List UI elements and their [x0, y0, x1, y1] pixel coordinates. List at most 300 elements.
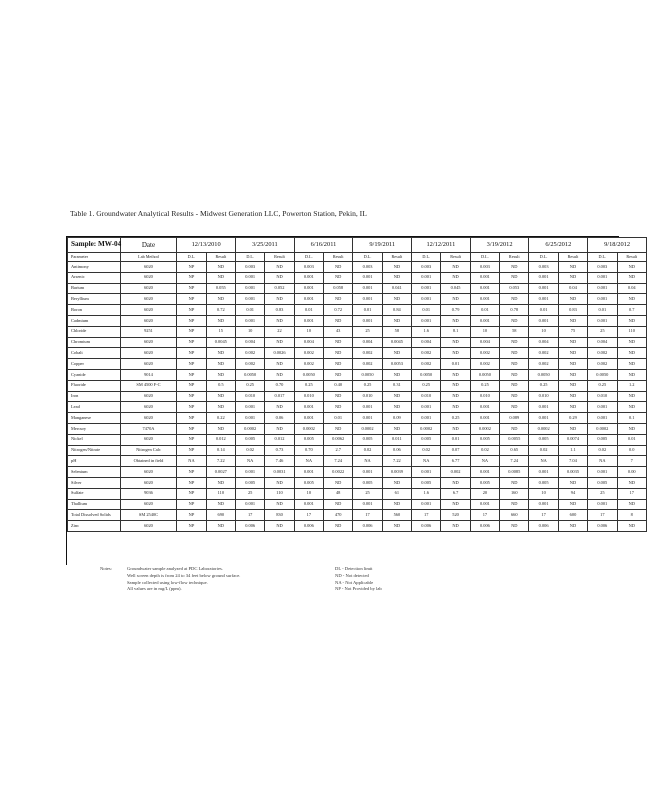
dl-cell: 0.010 [529, 391, 558, 402]
table-row [68, 391, 647, 402]
result-cell: ND [617, 477, 647, 488]
result-cell: 58 [500, 326, 529, 337]
result-cell: ND [500, 499, 529, 510]
result-cell: 7.22 [206, 456, 235, 467]
dl-cell: 0.001 [588, 467, 617, 478]
dl-cell: 0.01 [235, 305, 264, 316]
result-cell: 660 [500, 510, 529, 521]
result-cell: ND [265, 262, 294, 273]
result-cell: 160 [500, 488, 529, 499]
dl-cell: 0.001 [529, 283, 558, 294]
dl-cell: 0.001 [529, 272, 558, 283]
result-cell: 690 [206, 510, 235, 521]
parameter-cell: Lead [68, 402, 121, 413]
dl-cell: 0.003 [294, 262, 323, 273]
result-cell: 0.0074 [558, 434, 587, 445]
dl-cell: 0.002 [353, 348, 382, 359]
dl-cell: NP [177, 337, 206, 348]
dl-cell: 0.002 [235, 359, 264, 370]
result-cell: ND [382, 369, 411, 380]
dl-cell: 10 [294, 326, 323, 337]
dl-cell: NP [177, 326, 206, 337]
parameter-cell: Boron [68, 305, 121, 316]
table-row [68, 521, 647, 532]
result-cell: 0.0045 [206, 337, 235, 348]
result-header: Result [500, 253, 529, 262]
legend-item: DL - Detection limit [335, 566, 373, 571]
result-cell: 0.1 [617, 413, 647, 424]
dl-cell: 0.001 [294, 499, 323, 510]
parameter-cell: Total Dissolved Solids [68, 510, 121, 521]
result-cell: ND [206, 348, 235, 359]
result-cell: ND [500, 359, 529, 370]
result-cell: 2.7 [324, 445, 353, 456]
dl-cell: 0.005 [294, 434, 323, 445]
dl-cell: 0.001 [529, 467, 558, 478]
dl-cell: 0.001 [235, 402, 264, 413]
dl-cell: 0.25 [294, 380, 323, 391]
dl-cell: 0.001 [235, 272, 264, 283]
dl-cell: 0.001 [235, 499, 264, 510]
result-cell: ND [324, 521, 353, 532]
result-cell: 0.04 [558, 283, 587, 294]
dl-header: D.L. [588, 253, 617, 262]
dl-cell: 0.001 [353, 294, 382, 305]
method-cell: 6020 [120, 402, 177, 413]
parameter-cell: Fluoride [68, 380, 121, 391]
dl-cell: 1.6 [412, 488, 441, 499]
dl-cell: NP [177, 348, 206, 359]
dl-cell: 17 [235, 510, 264, 521]
result-cell: ND [265, 423, 294, 434]
result-cell: ND [441, 521, 470, 532]
result-cell: ND [500, 315, 529, 326]
dl-cell: 17 [412, 510, 441, 521]
result-cell: ND [617, 262, 647, 273]
date-header: 12/13/2010 [177, 238, 236, 253]
dl-cell: NP [177, 477, 206, 488]
dl-cell: 0.001 [353, 467, 382, 478]
dl-cell: NP [177, 283, 206, 294]
result-cell: 7.24 [500, 456, 529, 467]
result-cell: 0.5 [206, 380, 235, 391]
result-cell: 0.29 [558, 413, 587, 424]
dl-cell: 0.002 [529, 359, 558, 370]
dl-cell: 0.0050 [235, 369, 264, 380]
result-cell: ND [441, 272, 470, 283]
result-cell: 0.72 [206, 305, 235, 316]
method-cell: 6020 [120, 348, 177, 359]
result-cell: ND [617, 402, 647, 413]
result-cell: 6.7 [441, 488, 470, 499]
result-cell: ND [206, 359, 235, 370]
dl-cell: 0.002 [529, 348, 558, 359]
result-cell: 0.041 [382, 283, 411, 294]
result-cell: ND [382, 262, 411, 273]
dl-cell: 0.001 [412, 402, 441, 413]
result-cell: 0.01 [441, 434, 470, 445]
table-row [68, 402, 647, 413]
result-cell: 0.72 [324, 305, 353, 316]
sample-label: Sample: MW-04 [68, 238, 121, 253]
result-cell: ND [324, 402, 353, 413]
dl-cell: 0.010 [470, 391, 499, 402]
result-cell: ND [382, 402, 411, 413]
dl-cell: 0.001 [588, 315, 617, 326]
dl-cell: 0.002 [588, 348, 617, 359]
dl-cell: 0.003 [235, 262, 264, 273]
result-cell: ND [324, 272, 353, 283]
result-cell: ND [382, 423, 411, 434]
dl-cell: 0.0050 [529, 369, 558, 380]
dl-cell: NP [177, 467, 206, 478]
dl-cell: 0.001 [588, 413, 617, 424]
parameter-cell: Sulfate [68, 488, 121, 499]
dl-cell: 25 [588, 326, 617, 337]
result-cell: ND [441, 402, 470, 413]
results-table-container [66, 236, 638, 565]
result-cell: 0.04 [617, 283, 647, 294]
legend-item: NA - Not Applicable [335, 579, 374, 585]
dl-header: D.L. [353, 253, 382, 262]
result-cell: ND [500, 294, 529, 305]
result-cell: 0.09 [382, 413, 411, 424]
method-cell: 9036 [120, 488, 177, 499]
dl-cell: NP [177, 499, 206, 510]
parameter-cell: Antimony [68, 262, 121, 273]
result-cell: ND [558, 380, 587, 391]
dl-cell: 0.0002 [529, 423, 558, 434]
result-header: Result [206, 253, 235, 262]
dl-cell: 0.002 [470, 348, 499, 359]
result-cell: ND [265, 477, 294, 488]
dl-cell: 0.25 [588, 380, 617, 391]
result-cell: 0.01 [617, 434, 647, 445]
result-cell: ND [441, 477, 470, 488]
result-cell: ND [441, 391, 470, 402]
dl-cell: 0.005 [353, 477, 382, 488]
result-cell: ND [382, 391, 411, 402]
dl-cell: 0.001 [470, 283, 499, 294]
date-header: 3/25/2011 [235, 238, 294, 253]
result-cell: 0.25 [441, 413, 470, 424]
method-cell: 6020 [120, 413, 177, 424]
dl-cell: 0.001 [294, 283, 323, 294]
result-cell: ND [500, 348, 529, 359]
dl-cell: NP [177, 380, 206, 391]
dl-cell: 0.010 [294, 391, 323, 402]
parameter-cell: Chromium [68, 337, 121, 348]
result-header: Result [558, 253, 587, 262]
result-cell: ND [500, 262, 529, 273]
dl-cell: 0.005 [529, 477, 558, 488]
result-cell: ND [382, 477, 411, 488]
date-header: 9/18/2012 [588, 238, 647, 253]
dl-cell: 17 [294, 510, 323, 521]
result-cell: 0.0035 [558, 467, 587, 478]
dl-cell: 0.004 [529, 337, 558, 348]
result-cell: 0.83 [265, 305, 294, 316]
result-cell: 0.012 [206, 434, 235, 445]
dl-header: D.L. [529, 253, 558, 262]
dl-cell: NA [412, 456, 441, 467]
dl-cell: 17 [470, 510, 499, 521]
result-cell: 520 [441, 510, 470, 521]
dl-cell: 0.003 [588, 262, 617, 273]
dl-cell: 0.001 [353, 283, 382, 294]
result-cell: 7.24 [324, 456, 353, 467]
table-row [68, 262, 647, 273]
dl-cell: NA [588, 456, 617, 467]
parameter-cell: Mercury [68, 423, 121, 434]
result-cell: 7.46 [265, 456, 294, 467]
result-cell: ND [324, 315, 353, 326]
result-cell: ND [500, 477, 529, 488]
dl-cell: 0.001 [412, 294, 441, 305]
header-row-columns [68, 253, 647, 262]
result-cell: 0.0026 [265, 348, 294, 359]
result-cell: 22 [265, 326, 294, 337]
dl-cell: 0.25 [412, 380, 441, 391]
dl-cell: 0.001 [588, 499, 617, 510]
result-cell: ND [382, 348, 411, 359]
dl-cell: 0.002 [294, 348, 323, 359]
table-row [68, 434, 647, 445]
method-cell: SM 2540C [120, 510, 177, 521]
dl-cell: 0.25 [529, 380, 558, 391]
dl-cell: 0.004 [588, 337, 617, 348]
result-cell: 0.053 [500, 283, 529, 294]
result-cell: ND [558, 477, 587, 488]
dl-cell: 0.002 [412, 359, 441, 370]
result-cell: ND [617, 348, 647, 359]
result-cell: 0.0053 [382, 359, 411, 370]
dl-cell: 0.02 [588, 445, 617, 456]
table-row [68, 359, 647, 370]
result-cell: ND [324, 337, 353, 348]
table-row [68, 413, 647, 424]
result-cell: 0.01 [441, 359, 470, 370]
result-cell: 1.2 [617, 380, 647, 391]
dl-cell: NP [177, 434, 206, 445]
result-cell: ND [558, 262, 587, 273]
dl-cell: NA [177, 456, 206, 467]
dl-cell: 0.001 [412, 467, 441, 478]
dl-cell: NP [177, 488, 206, 499]
dl-cell: 10 [294, 488, 323, 499]
table-row [68, 456, 647, 467]
dl-cell: 0.002 [470, 359, 499, 370]
result-cell: 61 [382, 488, 411, 499]
method-header: Lab Method [120, 253, 177, 262]
dl-cell: 0.005 [235, 477, 264, 488]
result-cell: ND [382, 294, 411, 305]
dl-cell: 0.005 [294, 477, 323, 488]
result-cell: ND [265, 315, 294, 326]
dl-cell: 0.001 [470, 467, 499, 478]
result-cell: 43 [324, 326, 353, 337]
dl-header: D.L. [235, 253, 264, 262]
result-cell: 0.40 [324, 380, 353, 391]
dl-cell: 0.001 [412, 272, 441, 283]
result-cell: 6.77 [441, 456, 470, 467]
table-row [68, 337, 647, 348]
note-line: All values are in mg/L (ppm). [127, 586, 182, 592]
result-cell: 470 [324, 510, 353, 521]
dl-cell: 0.001 [529, 402, 558, 413]
result-cell: 0.31 [382, 380, 411, 391]
dl-header: D.L. [177, 253, 206, 262]
result-cell: 0.70 [265, 380, 294, 391]
dl-cell: 10 [529, 488, 558, 499]
result-cell: 0.14 [206, 445, 235, 456]
result-cell: ND [324, 369, 353, 380]
result-cell: ND [500, 423, 529, 434]
result-cell: ND [617, 359, 647, 370]
dl-cell: 0.0002 [235, 423, 264, 434]
method-cell: 6020 [120, 467, 177, 478]
dl-cell: 0.004 [235, 337, 264, 348]
dl-cell: 0.005 [412, 434, 441, 445]
method-cell: 6020 [120, 305, 177, 316]
dl-cell: 0.005 [412, 477, 441, 488]
result-cell: ND [441, 315, 470, 326]
parameter-cell: pH [68, 456, 121, 467]
parameter-header: Parameter [68, 253, 121, 262]
note-line: Sample collected using low-flow technique. [127, 579, 208, 585]
method-cell: 6020 [120, 499, 177, 510]
dl-cell: 0.001 [353, 413, 382, 424]
result-cell: ND [382, 499, 411, 510]
result-cell: ND [324, 359, 353, 370]
dl-cell: 0.0050 [294, 369, 323, 380]
method-cell: 9014 [120, 369, 177, 380]
parameter-cell: Zinc [68, 521, 121, 532]
result-cell: ND [324, 499, 353, 510]
result-cell: ND [558, 272, 587, 283]
dl-cell: 0.001 [294, 294, 323, 305]
method-cell: 6020 [120, 272, 177, 283]
result-cell: 0.058 [324, 283, 353, 294]
result-cell: ND [382, 315, 411, 326]
method-cell: 6020 [120, 283, 177, 294]
result-cell: 75 [558, 326, 587, 337]
dl-cell: 0.001 [470, 315, 499, 326]
dl-cell: 0.001 [470, 294, 499, 305]
result-cell: ND [500, 391, 529, 402]
result-cell: ND [617, 337, 647, 348]
dl-cell: 0.001 [294, 315, 323, 326]
dl-cell: 0.001 [235, 283, 264, 294]
result-cell: 600 [558, 510, 587, 521]
dl-cell: 0.01 [588, 305, 617, 316]
result-cell: ND [324, 262, 353, 273]
date-header: 6/25/2012 [529, 238, 588, 253]
dl-cell: 0.003 [529, 262, 558, 273]
dl-cell: NA [470, 456, 499, 467]
dl-cell: 0.001 [470, 402, 499, 413]
table-row [68, 445, 647, 456]
result-cell: ND [500, 337, 529, 348]
result-cell: 0.0085 [500, 467, 529, 478]
dl-cell: 0.0002 [353, 423, 382, 434]
dl-cell: 0.001 [235, 294, 264, 305]
dl-cell: 0.005 [470, 434, 499, 445]
parameter-cell: Thallium [68, 499, 121, 510]
dl-cell: NP [177, 294, 206, 305]
notes-label: Notes: [100, 566, 112, 571]
dl-cell: 0.0050 [412, 369, 441, 380]
dl-cell: 0.001 [294, 413, 323, 424]
dl-cell: 0.001 [529, 294, 558, 305]
result-cell: ND [441, 499, 470, 510]
table-row [68, 326, 647, 337]
result-cell: ND [206, 315, 235, 326]
dl-cell: NP [177, 359, 206, 370]
dl-header: D.L. [412, 253, 441, 262]
dl-cell: 0.02 [235, 445, 264, 456]
table-row [68, 510, 647, 521]
dl-cell: 0.005 [588, 434, 617, 445]
dl-cell: 10 [529, 326, 558, 337]
dl-cell: 0.004 [353, 337, 382, 348]
result-cell: ND [206, 369, 235, 380]
dl-cell: 0.006 [235, 521, 264, 532]
dl-cell: 0.001 [412, 499, 441, 510]
result-cell: 7 [617, 456, 647, 467]
result-cell: ND [617, 272, 647, 283]
dl-cell: 0.002 [412, 348, 441, 359]
dl-cell: 0.0050 [470, 369, 499, 380]
table-row [68, 380, 647, 391]
result-cell: 0.0031 [265, 467, 294, 478]
parameter-cell: Silver [68, 477, 121, 488]
method-cell: 6020 [120, 294, 177, 305]
dl-cell: 25 [353, 326, 382, 337]
dl-cell: 0.005 [353, 434, 382, 445]
result-cell: 830 [265, 510, 294, 521]
dl-cell: 10 [470, 326, 499, 337]
dl-cell: 0.01 [412, 305, 441, 316]
table-title: Table 1. Groundwater Analytical Results - Midwest Generation LLC, Powerton Station, Pekin, IL [70, 209, 367, 218]
result-cell: 0.0062 [324, 434, 353, 445]
dl-cell: 0.02 [470, 445, 499, 456]
result-cell: ND [206, 499, 235, 510]
method-cell: 6020 [120, 434, 177, 445]
result-cell: ND [441, 337, 470, 348]
dl-cell: NP [177, 413, 206, 424]
table-row [68, 477, 647, 488]
result-cell: ND [382, 272, 411, 283]
result-cell: ND [265, 402, 294, 413]
table-row [68, 467, 647, 478]
dl-cell: 0.001 [235, 315, 264, 326]
table-row [68, 272, 647, 283]
dl-cell: 0.001 [235, 413, 264, 424]
result-cell: 110 [206, 488, 235, 499]
result-cell: ND [500, 272, 529, 283]
result-cell: ND [617, 499, 647, 510]
result-cell: ND [558, 359, 587, 370]
result-cell: ND [617, 391, 647, 402]
result-cell: ND [617, 423, 647, 434]
result-cell: 94 [558, 488, 587, 499]
result-cell: 7.04 [558, 456, 587, 467]
legend-block [335, 566, 382, 593]
dl-cell: 0.006 [353, 521, 382, 532]
result-cell: ND [265, 294, 294, 305]
dl-cell: 0.006 [529, 521, 558, 532]
